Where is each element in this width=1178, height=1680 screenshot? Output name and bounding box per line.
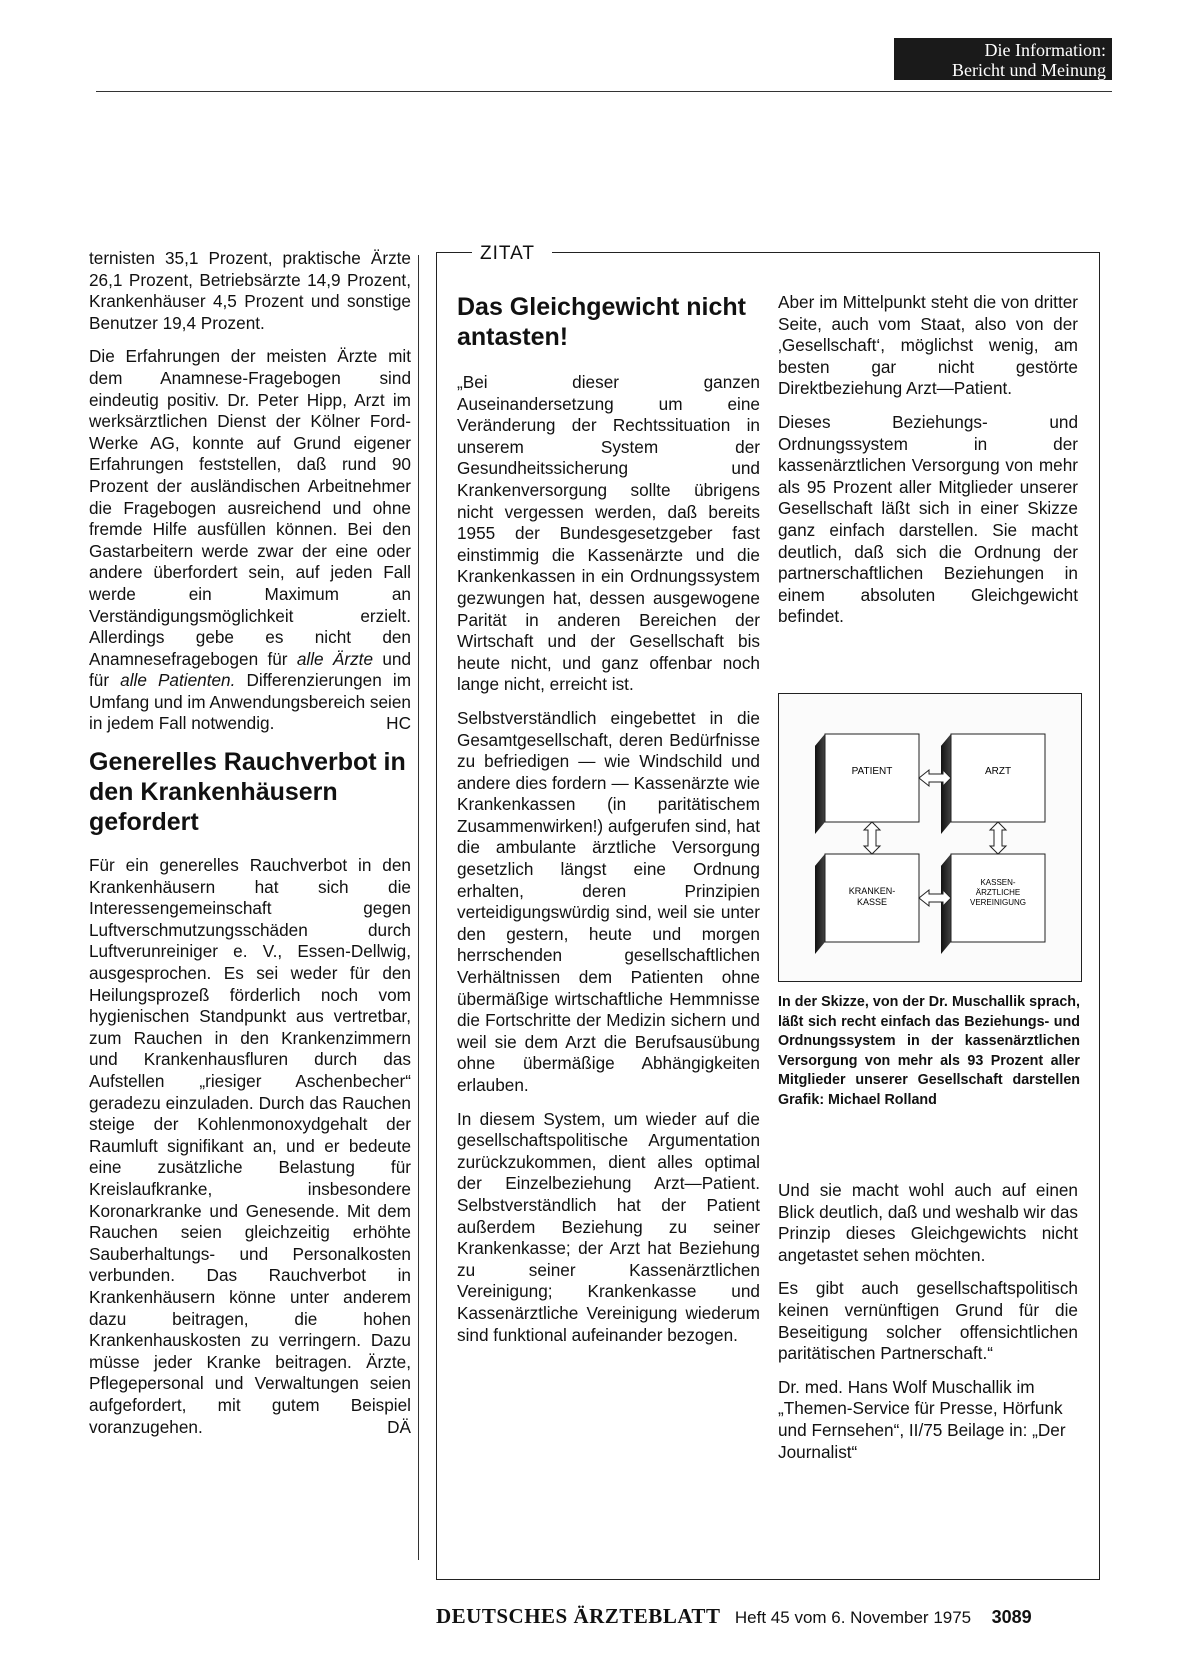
quote-right-column bbox=[778, 292, 1078, 628]
smoking-ban-text: Für ein generelles Rauchverbot in den Krankenhäusern hat sich die Interessengemeinschaft gegen Luftverschmutzungsschäden durch Luftverunreiniger e. V., Essen-Dellwig, ausgesprochen. Es sei weder für den Heilungsprozeß förderlich noch vom hygienischen Standpunkt aus vertretbar, zum Rauchen in den Krankenzimmern und Krankenhausfluren durch das Aufstellen „riesiger Aschenbecher“ geradezu einzuladen. Durch das Rauchen steige der Kohlenmonoxydgehalt der Raumluft signifikant an, und er bedeute eine zusätzliche Belastung für Kreislaufkranke, insbesondere Koronarkranke und Genesende. Mit dem Rauchen seien gleichzeitig erhöhte Sauberhaltungs- und Personalkosten verbunden. Das Rauchverbot in Krankenhäusern könne unter anderem dazu beitragen, die hohen Krankenhauskosten zu verringern. Dazu müsse jeder Kranke beitragen. Ärzte, Pflegepersonal und Verwaltungen seien aufgefordert, mit gutem Beispiel voranzugehen. bbox=[89, 855, 411, 1437]
krankenkasse-box bbox=[815, 854, 919, 954]
section-badge-line2: Bericht und Meinung bbox=[952, 60, 1106, 80]
krankenkasse-label-2: KASSE bbox=[856, 897, 888, 907]
quote-paragraph-3: In diesem System, um wieder auf die gesellschaftspolitische Argumentation zurückzukommen, dient alles optimal der Einzelbeziehung Arzt—Patient. Selbstverständlich hat der Patient außerdem Beziehung zu seiner Krankenkasse; der Arzt hat Beziehung zu seiner Kassenärztlichen Vereinigung; Krankenkasse und Kassenärztliche Vereinigung wiederum sind funktional aufeinander bezogen. bbox=[457, 1108, 760, 1345]
hipp-text-3: Differenzierungen im Umfang und im Anwendungsbereich seien in jedem Fall notwendig. bbox=[89, 670, 412, 734]
kv-label-1: KASSEN- bbox=[980, 878, 1016, 887]
quote-label: ZITAT bbox=[480, 243, 535, 264]
quote-paragraph-6: Und sie macht wohl auch auf einen Blick deutlich, daß und weshalb wir das Prinzip dieses Gleichgewichts nicht angetastet sehen möchten. bbox=[778, 1180, 1078, 1265]
patient-box-label: PATIENT bbox=[851, 766, 893, 777]
issue-info: Heft 45 vom 6. November 1975 bbox=[734, 1608, 972, 1627]
quote-paragraph-1: „Bei dieser ganzen Auseinandersetzung um eine Veränderung der Rechtssituation in unserem System der Gesundheitssicherung und Krankenversorgung sollte übrigens nicht vergessen werden, daß bereits 1955 der Bundesgesetzgeber fast einstimmig die Kassenärzte und die Krankenkassen in ein Ordnungssystem gezwungen hat, dessen ausgewogene Parität in anderen Bereichen der Wirtschaft und der Gesellschaft bis heute nicht, und ganz offenbar noch lange nicht, erreicht ist. bbox=[457, 372, 760, 695]
hipp-paragraph bbox=[89, 346, 411, 735]
relationship-diagram-svg bbox=[779, 694, 1081, 981]
column-divider bbox=[418, 255, 419, 1560]
quote-paragraph-5: Dieses Beziehungs- und Ordnungssystem in der kassenärztlichen Versorgung von mehr als 95 Prozent aller Mitglieder unserer Gesellschaft läßt sich in einer Skizze ganz einfach darstellen. Sie macht deutlich, daß sich die Ordnung der partnerschaftlichen Beziehungen in einem absoluten Gleichgewicht befindet. bbox=[778, 411, 1078, 627]
kv-label-3: VEREINIGUNG bbox=[969, 898, 1027, 907]
page-number: 3089 bbox=[991, 1607, 1032, 1627]
journal-name: DEUTSCHES ÄRZTEBLATT bbox=[436, 1604, 721, 1628]
hipp-text-2: und für bbox=[89, 648, 412, 691]
quote-source: Dr. med. Hans Wolf Muschallik im „Themen-Service für Presse, Hörfunk und Fernsehen“, II/75 Beilage in: „Der Journalist“ bbox=[778, 1376, 1066, 1462]
article-headline: Generelles Rauchverbot in den Krankenhäusern gefordert bbox=[89, 748, 406, 837]
author-initials-dae: DÄ bbox=[387, 1416, 411, 1437]
arzt-box-label: ARZT bbox=[984, 766, 1012, 777]
header-rule bbox=[96, 91, 1112, 92]
hipp-emphasis-1: alle Ärzte bbox=[296, 648, 374, 669]
intro-paragraph: ternisten 35,1 Prozent, praktische Ärzte 26,1 Prozent, Betriebsärzte 14,9 Prozent, Krankenhäuser 4,5 Prozent und sonstige Benutzer 19,4 Prozent. bbox=[89, 248, 411, 333]
left-column bbox=[89, 248, 411, 1438]
quote-middle-column bbox=[457, 292, 760, 1346]
quote-paragraph-2: Selbstverständlich eingebettet in die Gesamtgesellschaft, deren Bedürfnisse zu befriedigen — wie Windschild und andere dies fordern — Kassenärzte wie Krankenkassen (in paritätischem Zusammenwirken!) aufgerufen sind, hat die ambulante ärztliche Versorgung gesetzlich längst eine Ordnung erhalten, deren Prinzipien verteidigungswürdig sind, weil sie unter den gestern, heute und morgen herrschenden gesellschaftlichen Verhältnissen dem Patienten ohne übermäßige wirtschaftliche Hemmnisse die Fortschritte der Medizin sichern und weil sie dem Arzt die Berufsausübung ohne übermäßige Abhängigkeiten erlauben. bbox=[457, 707, 760, 1095]
page-footer bbox=[436, 1604, 1100, 1632]
kassenaerztliche-vereinigung-box bbox=[941, 854, 1045, 954]
quote-title: Das Gleichgewicht nicht antasten! bbox=[457, 293, 746, 351]
patient-box bbox=[815, 734, 919, 834]
relationship-diagram bbox=[778, 693, 1082, 982]
quote-right-column-continued bbox=[778, 1180, 1078, 1463]
author-initials-hc: HC bbox=[386, 713, 411, 734]
arzt-box bbox=[941, 734, 1045, 834]
quote-paragraph-7: Es gibt auch gesellschaftspolitisch keinen vernünftigen Grund für die Beseitigung solcher offensichtlichen paritätischen Partnerschaft.“ bbox=[778, 1278, 1078, 1364]
section-badge bbox=[894, 38, 1112, 80]
quote-paragraph-4: Aber im Mittelpunkt steht die von dritter Seite, auch vom Staat, also von der ‚Gesellschaft‘, möglichst wenig, am besten gar nicht gestörte Direktbeziehung Arzt—Patient. bbox=[778, 292, 1078, 399]
krankenkasse-label-1: KRANKEN- bbox=[848, 886, 896, 896]
vertical-double-arrow-icon bbox=[864, 822, 1006, 854]
figure-caption: In der Skizze, von der Dr. Muschallik sprach, läßt sich recht einfach das Beziehungs- und Ordnungssystem in der kassenärztlichen Versorgung von mehr als 93 Prozent aller Mitglieder unserer Gesellschaft darstellen Grafik: Michael Rolland bbox=[778, 994, 1080, 1108]
kv-label-2: ÄRZTLICHE bbox=[975, 888, 1021, 897]
hipp-text-1: Die Erfahrungen der meisten Ärzte mit dem Anamnese-Fragebogen sind eindeutig positiv. Dr. Peter Hipp, Arzt im werksärztlichen Dienst der Kölner Ford-Werke AG, konnte auf Grund eigener Erfahrungen feststellen, daß rund 90 Prozent der ausländischen Arbeitnehmer die Fragebogen ausreichend und ohne fremde Hilfe ausfüllen können. Bei den Gastarbeitern werde zwar der eine oder andere überfordert sein, auf jeden Fall werde ein Maximum an Verständigungsmöglichkeit erzielt. Allerdings gebe es nicht den Anamnesefragebogen für bbox=[89, 346, 411, 669]
hipp-emphasis-2: alle Patienten. bbox=[120, 670, 236, 691]
smoking-ban-paragraph bbox=[89, 855, 411, 1438]
section-badge-line1: Die Information: bbox=[984, 40, 1106, 60]
